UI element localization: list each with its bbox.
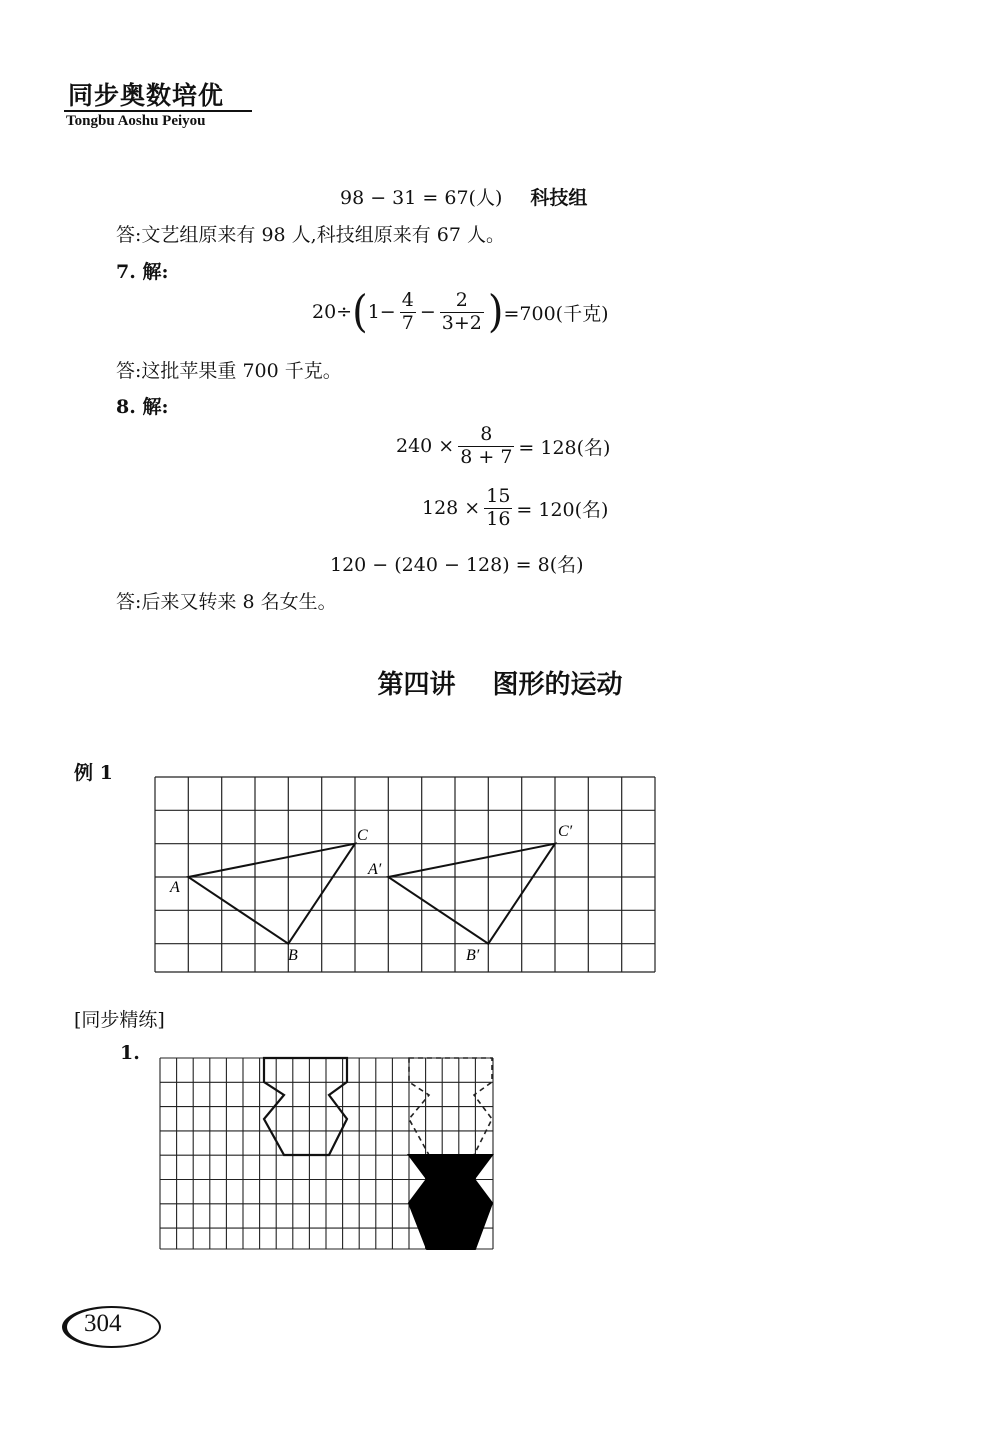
lecture-topic: 图形的运动 <box>492 670 623 700</box>
point-a-prime-label: A′ <box>368 861 382 878</box>
q6-eq: 98 − 31 = 67(人) <box>340 187 503 209</box>
q7-frac2-num: 2 <box>455 289 468 311</box>
practice-q1-label: 1. <box>120 1042 140 1064</box>
section-title <box>0 664 1000 701</box>
point-b-label: B <box>288 947 298 964</box>
q7-minus: − <box>419 301 436 324</box>
q8-eq1-den: 8 + 7 <box>460 445 513 468</box>
q8-eq2-den: 16 <box>486 507 511 530</box>
q7-lead: 20÷ <box>312 301 353 324</box>
practice-label: [同步精练] <box>74 1009 165 1031</box>
q6-group: 科技组 <box>530 187 588 209</box>
q6-answer: 答:文艺组原来有 98 人,科技组原来有 67 人。 <box>116 224 505 246</box>
q7-equation <box>312 287 609 338</box>
q8-label: 8. 解: <box>116 396 169 418</box>
point-c-prime-label: C′ <box>558 823 573 840</box>
example-1-label: 例 1 <box>74 762 113 784</box>
q7-answer: 答:这批苹果重 700 千克。 <box>116 360 342 382</box>
practice-q1-grid-figure <box>157 1055 497 1252</box>
q8-eq2-result: = 120(名) <box>516 498 609 521</box>
example-1-grid-figure <box>150 772 660 978</box>
q7-frac2 <box>440 290 484 335</box>
header-rule <box>64 110 252 112</box>
q8-equation-3: 120 − (240 − 128) = 8(名) <box>330 554 584 576</box>
q7-frac2-den: 3+2 <box>441 311 482 334</box>
q8-eq1-lead: 240 × <box>396 435 455 458</box>
q7-one: 1− <box>367 301 396 324</box>
q8-eq1-num: 8 <box>480 423 493 445</box>
book-title-pinyin: Tongbu Aoshu Peiyou <box>66 113 206 129</box>
q7-result: =700(千克) <box>503 302 609 325</box>
book-title: 同步奥数培优 <box>68 81 225 110</box>
vase-filled-rotated <box>409 1155 492 1249</box>
q8-equation-2 <box>422 486 608 531</box>
q8-answer: 答:后来又转来 8 名女生。 <box>116 591 337 613</box>
q8-eq1-frac <box>458 424 514 469</box>
q8-equation-1 <box>396 424 610 469</box>
q6-equation <box>340 183 587 210</box>
q7-label: 7. 解: <box>116 261 169 283</box>
q7-frac1-den: 7 <box>401 311 414 334</box>
q7-frac1 <box>400 290 416 335</box>
q7-right-paren: ) <box>487 287 504 338</box>
page-number: 304 <box>84 1310 122 1337</box>
triangle-abc-translated <box>388 844 555 944</box>
point-a-label: A <box>170 879 180 896</box>
triangle-abc <box>188 844 355 944</box>
q8-eq1-result: = 128(名) <box>518 436 611 459</box>
q8-eq2-lead: 128 × <box>422 497 481 520</box>
q7-left-paren: ( <box>352 287 368 338</box>
q7-frac1-num: 4 <box>401 289 414 311</box>
q8-eq2-num: 15 <box>486 485 511 507</box>
lecture-number: 第四讲 <box>377 670 456 700</box>
point-b-prime-label: B′ <box>466 947 480 964</box>
q8-eq2-frac <box>484 486 512 531</box>
point-c-label: C <box>357 827 368 844</box>
